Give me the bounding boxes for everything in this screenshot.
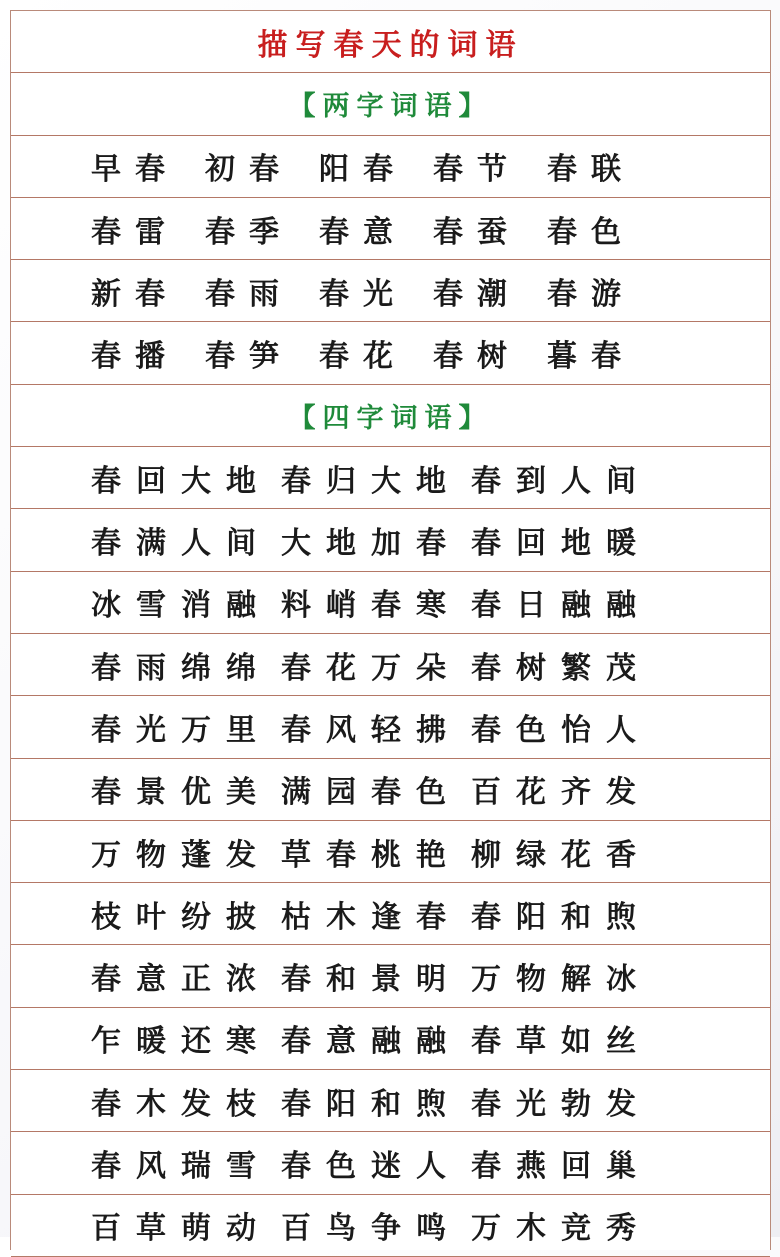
word-cell: 春到人间 — [471, 463, 651, 499]
word-cell: 春游 — [547, 276, 635, 312]
word-cell: 百草萌动 — [91, 1211, 271, 1247]
word-cell: 春花 — [319, 339, 407, 375]
word-cell: 春潮 — [433, 276, 521, 312]
word-cell: 春景优美 — [91, 775, 271, 811]
two-char-heading: 【两字词语】 — [288, 91, 493, 123]
word-cell: 春回大地 — [91, 463, 271, 499]
word-cell: 万物蓬发 — [91, 837, 271, 873]
word-cell: 暮春 — [547, 339, 635, 375]
word-cell: 春燕回巢 — [471, 1148, 651, 1184]
word-cell: 早春 — [91, 152, 179, 188]
four-char-row — [11, 696, 770, 758]
four-char-heading: 【四字词语】 — [288, 402, 493, 434]
word-cell: 春和景明 — [281, 962, 461, 998]
word-cell: 阳春 — [319, 152, 407, 188]
word-cell: 春树繁茂 — [471, 650, 651, 686]
four-char-row — [11, 821, 770, 883]
word-cell: 春阳和煦 — [471, 899, 651, 935]
four-char-row — [11, 1195, 770, 1257]
word-cell: 春阳和煦 — [281, 1086, 461, 1122]
word-cell: 春草如丝 — [471, 1024, 651, 1060]
word-cell: 春雨绵绵 — [91, 650, 271, 686]
title-row — [11, 11, 770, 73]
word-cell: 春归大地 — [281, 463, 461, 499]
word-cell: 春树 — [433, 339, 521, 375]
word-cell: 春光 — [319, 276, 407, 312]
word-cell: 春季 — [205, 214, 293, 250]
four-char-row — [11, 1070, 770, 1132]
word-cell: 春意融融 — [281, 1024, 461, 1060]
two-char-row — [11, 136, 770, 198]
four-char-row — [11, 1008, 770, 1070]
word-cell: 乍暖还寒 — [91, 1024, 271, 1060]
word-cell: 百鸟争鸣 — [281, 1211, 461, 1247]
word-cell: 枯木逢春 — [281, 899, 461, 935]
word-cell: 新春 — [91, 276, 179, 312]
two-char-row — [11, 322, 770, 384]
word-cell: 枝叶纷披 — [91, 899, 271, 935]
word-cell: 草春桃艳 — [281, 837, 461, 873]
word-cell: 柳绿花香 — [471, 837, 651, 873]
four-char-heading-row — [11, 385, 770, 447]
four-char-row — [11, 509, 770, 571]
word-cell: 春雨 — [205, 276, 293, 312]
four-char-row — [11, 883, 770, 945]
word-cell: 春光勃发 — [471, 1086, 651, 1122]
four-char-row — [11, 759, 770, 821]
word-cell: 春日融融 — [471, 588, 651, 624]
word-cell: 春光万里 — [91, 712, 271, 748]
two-char-heading-row — [11, 73, 770, 135]
word-cell: 春意 — [319, 214, 407, 250]
word-cell: 春联 — [547, 152, 635, 188]
word-cell: 料峭春寒 — [281, 588, 461, 624]
two-char-row — [11, 260, 770, 322]
word-cell: 春雷 — [91, 214, 179, 250]
four-char-row — [11, 634, 770, 696]
word-cell: 春蚕 — [433, 214, 521, 250]
word-cell: 满园春色 — [281, 775, 461, 811]
word-cell: 春木发枝 — [91, 1086, 271, 1122]
word-cell: 春花万朵 — [281, 650, 461, 686]
word-cell: 万物解冰 — [471, 962, 651, 998]
word-cell: 春色迷人 — [281, 1148, 461, 1184]
word-cell: 春满人间 — [91, 526, 271, 562]
word-cell: 春风瑞雪 — [91, 1148, 271, 1184]
two-char-row — [11, 198, 770, 260]
word-cell: 春意正浓 — [91, 962, 271, 998]
word-cell: 春回地暖 — [471, 526, 651, 562]
word-cell: 春风轻拂 — [281, 712, 461, 748]
word-cell: 初春 — [205, 152, 293, 188]
four-char-row — [11, 945, 770, 1007]
four-char-row — [11, 572, 770, 634]
word-cell: 春色怡人 — [471, 712, 651, 748]
word-cell: 春笋 — [205, 339, 293, 375]
word-cell: 春节 — [433, 152, 521, 188]
word-cell: 万木竞秀 — [471, 1211, 651, 1247]
word-cell: 百花齐发 — [471, 775, 651, 811]
four-char-row — [11, 447, 770, 509]
word-cell: 春色 — [547, 214, 635, 250]
word-cell: 大地加春 — [281, 526, 461, 562]
word-cell: 冰雪消融 — [91, 588, 271, 624]
four-char-row — [11, 1132, 770, 1194]
vocabulary-sheet — [10, 10, 771, 1250]
word-cell: 春播 — [91, 339, 179, 375]
page-title: 描写春天的词语 — [257, 27, 524, 63]
